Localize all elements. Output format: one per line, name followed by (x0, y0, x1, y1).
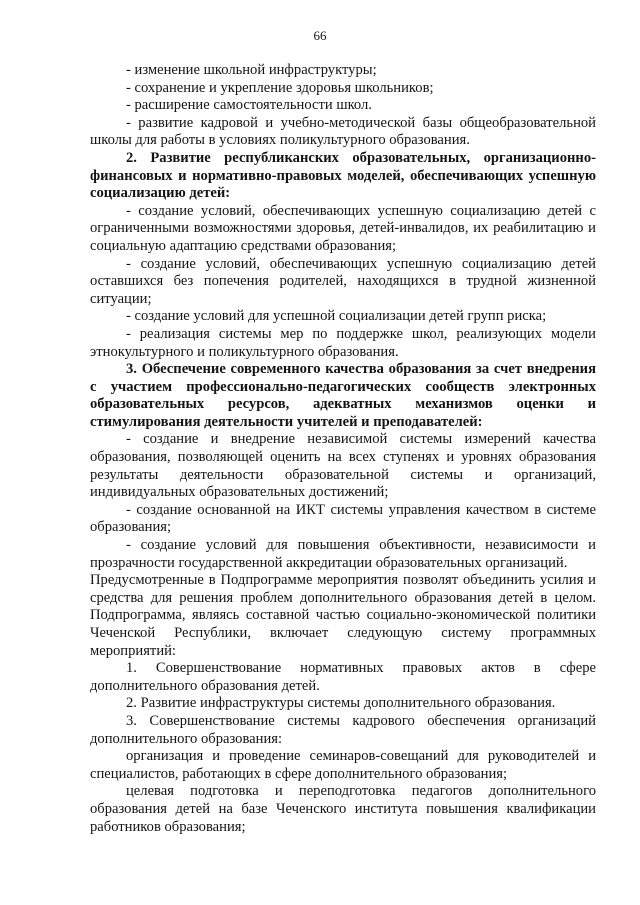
page-number: 66 (313, 28, 327, 43)
paragraph: - расширение самостоятельности школ. (126, 97, 372, 114)
paragraph: организация и проведение семинаров-совещаний для руководителей и специалистов, работающих в сфере дополнительного образования; (90, 748, 596, 782)
paragraph: Предусмотренные в Подпрограмме мероприятия позволят объединить усилия и средства для решения проблем дополнительного образования детей в целом. Подпрограмма, являясь составной частью социально-экономической политики Чеченской Республики, включает следующую систему программных мероприятий: (90, 572, 596, 659)
paragraph: - создание условий, обеспечивающих успешную социализацию детей с ограниченными возможностями здоровья, детей-инвалидов, их реабилитацию и социальную адаптацию средствами образования; (90, 202, 596, 254)
list-item: 1. Совершенствование нормативных правовых актов в сфере дополнительного образования детей. (90, 660, 596, 694)
list-item: 3. Совершенствование системы кадрового обеспечения организаций дополнительного образования: (90, 712, 596, 747)
document-body (90, 62, 596, 836)
paragraph: - изменение школьной инфраструктуры; (126, 62, 377, 78)
paragraph: - создание условий, обеспечивающих успешную социализацию детей оставшихся без попечения родителей, находящихся в трудной жизненной ситуации; (90, 255, 596, 307)
section-heading: 2. Развитие республиканских образовательных, организационно-финансовых и нормативно-правовых моделей, обеспечивающих успешную социализацию детей: (90, 149, 596, 202)
paragraph: - создание условий для успешной социализации детей групп риска; (126, 308, 547, 325)
paragraph: целевая подготовка и переподготовка педагогов дополнительного образования детей на базе Чеченского института повышения квалификации работников образования; (90, 783, 596, 835)
paragraph: - реализация системы мер по поддержке школ, реализующих модели этнокультурного и поликультурного образования. (90, 325, 596, 360)
paragraph: - сохранение и укрепление здоровья школьников; (126, 79, 434, 96)
section-heading: 3. Обеспечение современного качества образования за счет внедрения с участием профессионально-педагогических сообществ электронных образовательных ресурсов, адекватных механизмов оценки и стимулирования деятельности учителей и преподавателей: (90, 361, 596, 430)
paragraph: - создание основанной на ИКТ системы управления качеством в системе образования; (90, 501, 596, 536)
paragraph: - создание и внедрение независимой системы измерений качества образования, позволяющей оценить на всех ступенях и уровнях образования результаты деятельности образовательной системы и организаций, индивидуальных образовательных достижений; (90, 431, 596, 501)
paragraph: - развитие кадровой и учебно-методической базы общеобразовательной школы для работы в условиях поликультурного образования. (90, 114, 596, 149)
paragraph: - создание условий для повышения объективности, независимости и прозрачности государственной аккредитации образовательных организаций. (90, 537, 596, 571)
list-item: 2. Развитие инфраструктуры системы дополнительного образования. (126, 695, 556, 712)
